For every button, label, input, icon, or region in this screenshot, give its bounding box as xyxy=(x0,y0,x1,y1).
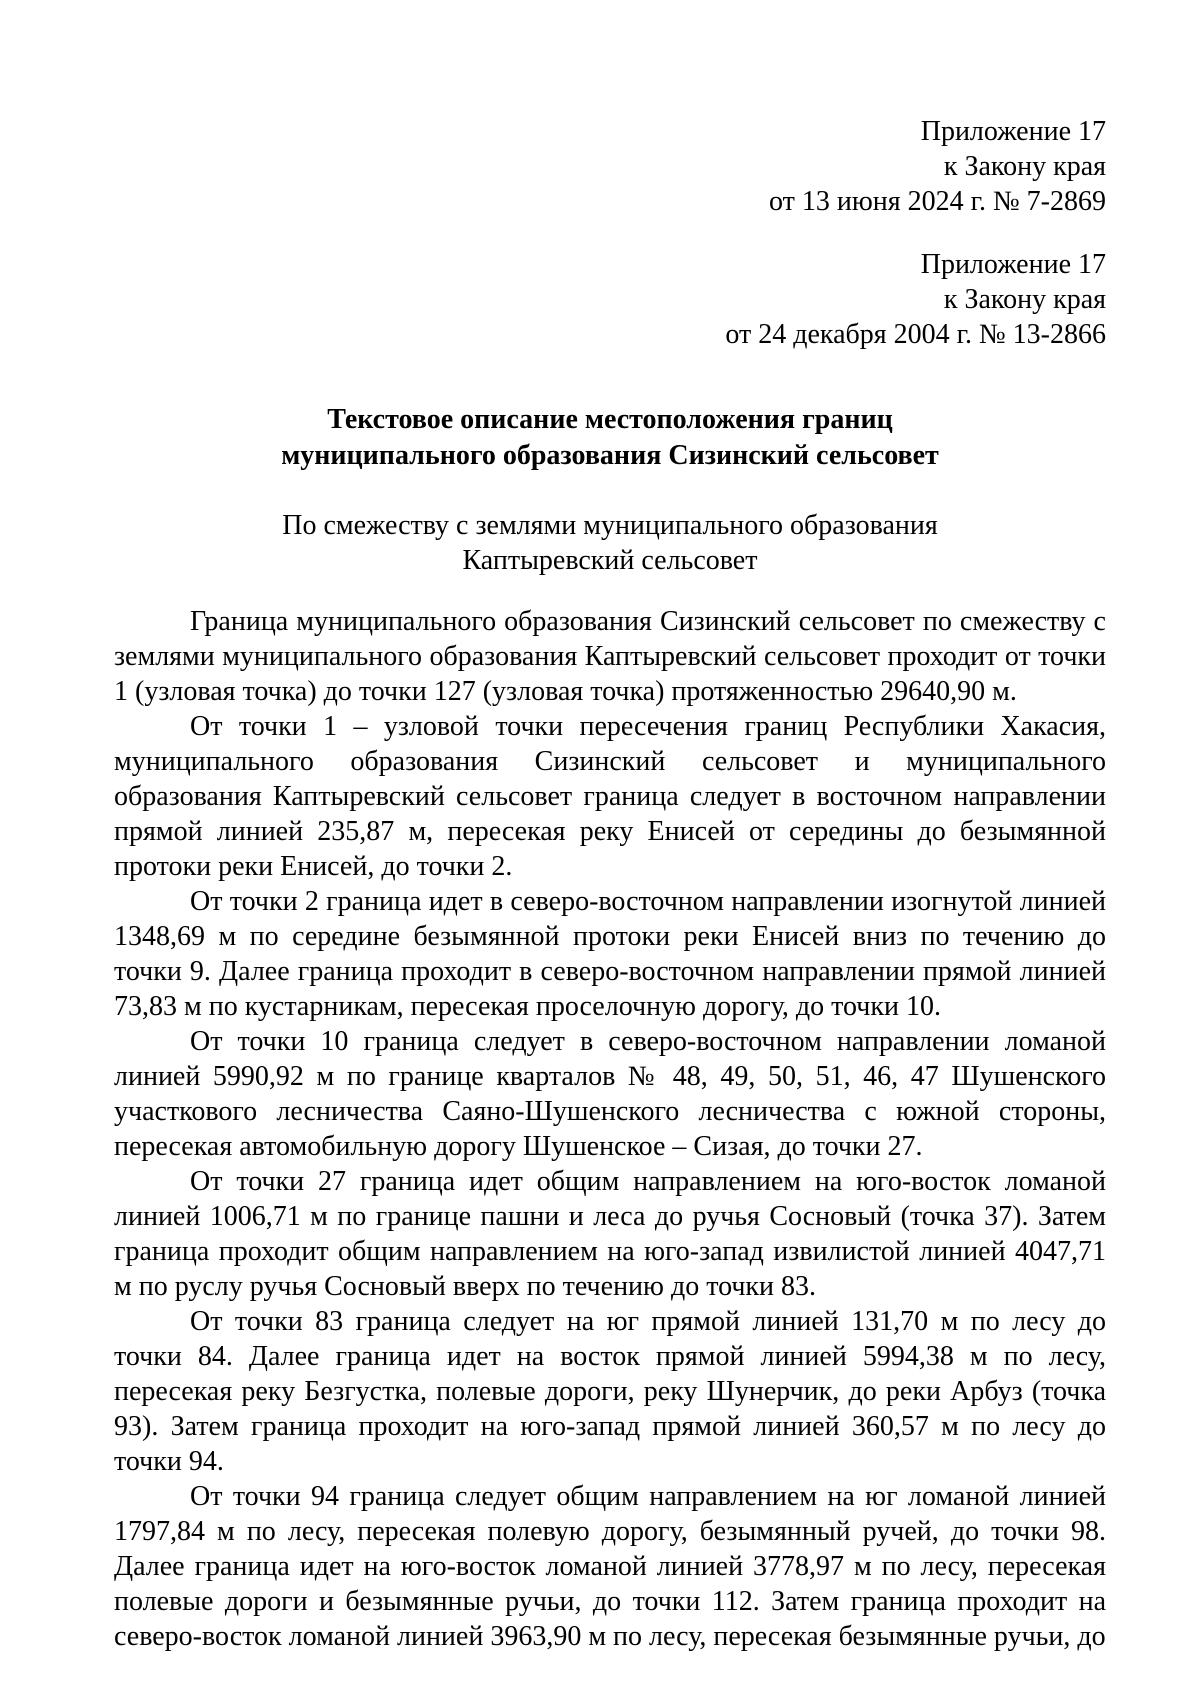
body-paragraph: От точки 1 – узловой точки пересечения границ Республики Хакасия, муниципального образования Сизинский сельсовет и муниципального образования Каптыревский сельсовет граница следует в восточном направлении прямой линией 235,87 м, пересекая реку Енисей от середины до безымянной протоки реки Енисей, до точки 2. xyxy=(114,711,1106,882)
appendix-header-current xyxy=(769,114,1106,219)
appendix-law-ref: к Закону края xyxy=(943,284,1106,315)
appendix-law-date: от 24 декабря 2004 г. № 13-2866 xyxy=(725,319,1106,350)
appendix-law-ref: к Закону края xyxy=(943,151,1106,182)
body-paragraph: От точки 94 граница следует общим направлением на юг ломаной линией 1797,84 м по лесу, пересекая полевую дорогу, безымянный ручей, до точки 98. Далее граница идет на юго-восток ломаной линией 3778,97 м по лесу, пересекая полевые дороги и безымянные ручьи, до точки 112. Затем граница проходит на северо-восток ломаной линией 3963,90 м по лесу, пересекая безымянные ручьи, до xyxy=(114,1481,1106,1652)
subtitle-line: По смежеству с землями муниципального образования xyxy=(282,510,938,541)
appendix-law-date: от 13 июня 2024 г. № 7-2869 xyxy=(769,186,1106,217)
appendix-number: Приложение 17 xyxy=(920,249,1106,280)
title-line: Текстовое описание местоположения границ xyxy=(327,404,893,435)
body-paragraph: От точки 2 граница идет в северо-восточном направлении изогнутой линией 1348,69 м по середине безымянной протоки реки Енисей вниз по течению до точки 9. Далее граница проходит в северо-восточном направлении прямой линией 73,83 м по кустарникам, пересекая проселочную дорогу, до точки 10. xyxy=(114,886,1106,1022)
appendix-header-original xyxy=(725,247,1106,352)
body-paragraph: Граница муниципального образования Сизинский сельсовет по смежеству с землями муниципального образования Каптыревский сельсовет проходит от точки 1 (узловая точка) до точки 127 (узловая точка) протяженностью 29640,90 м. xyxy=(114,606,1106,707)
subtitle-line: Каптыревский сельсовет xyxy=(462,545,758,576)
section-subtitle xyxy=(114,508,1106,578)
body-paragraph: От точки 83 граница следует на юг прямой линией 131,70 м по лесу до точки 84. Далее граница идет на восток прямой линией 5994,38 м по лесу, пересекая реку Безгустка, полевые дороги, реку Шунерчик, до реки Арбуз (точка 93). Затем граница проходит на юго-запад прямой линией 360,57 м по лесу до точки 94. xyxy=(114,1306,1106,1477)
body-paragraph: От точки 27 граница идет общим направлением на юго-восток ломаной линией 1006,71 м по границе пашни и леса до ручья Сосновый (точка 37). Затем граница проходит общим направлением на юго-запад извилистой линией 4047,71 м по руслу ручья Сосновый вверх по течению до точки 83. xyxy=(114,1166,1106,1302)
document-body xyxy=(114,604,1106,1654)
document-title xyxy=(114,402,1106,474)
body-paragraph: От точки 10 граница следует в северо-восточном направлении ломаной линией 5990,92 м по границе кварталов № 48, 49, 50, 51, 46, 47 Шушенского участкового лесничества Саяно-Шушенского лесничества с южной стороны, пересекая автомобильную дорогу Шушенское – Сизая, до точки 27. xyxy=(114,1026,1106,1162)
title-line: муниципального образования Сизинский сельсовет xyxy=(281,440,939,471)
appendix-number: Приложение 17 xyxy=(920,116,1106,147)
